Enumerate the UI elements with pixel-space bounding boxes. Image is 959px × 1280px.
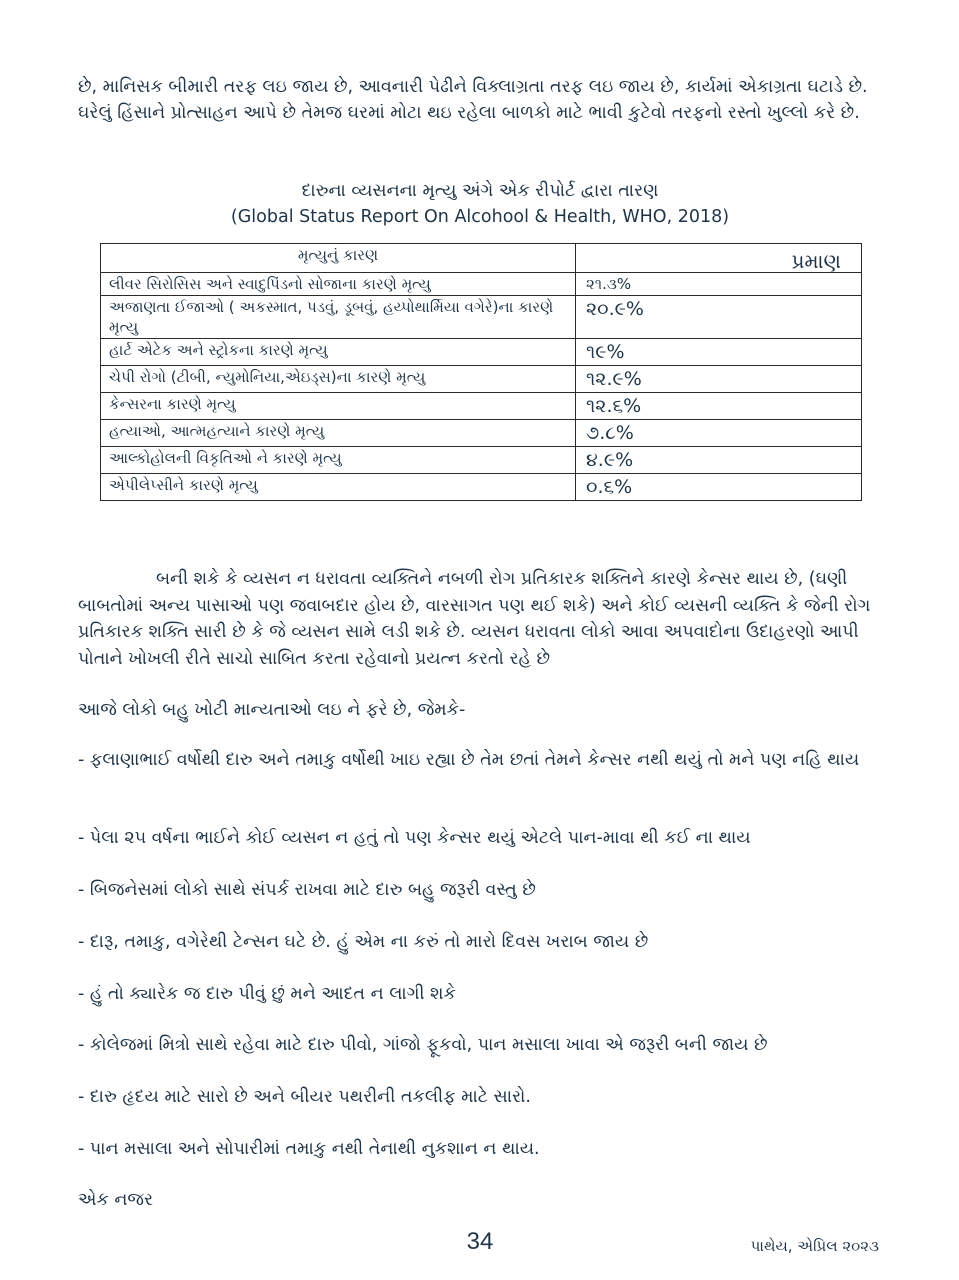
cause-cell: લીવર સિરોસિસ અને સ્વાદુપિંડનો સોજાના કારણે મૃત્યુ [101, 273, 576, 296]
section-heading: એક નજર [78, 1190, 154, 1210]
share-cell: ૧૨.૯% [576, 366, 862, 393]
page-number: 34 [466, 1228, 494, 1255]
share-cell: ૧૯% [576, 339, 862, 366]
share-cell: ૨૦.૯% [576, 296, 862, 339]
table-caption-english: (Global Status Report On Alcohool & Health, WHO, 2018) [230, 207, 730, 227]
myth-item: - હું તો ક્યારેક જ દારુ પીવું છું મને આદત ન લાગી શકે [78, 984, 456, 1004]
myth-item: - ફલાણાભાઈ વર્ષોથી દારુ અને તમાકુ વર્ષોથી ખાઇ રહ્યા છે તેમ છતાં તેમને કેન્સર નથી થયું તો મને પણ નહિ થાય [78, 750, 860, 770]
table-header-row [101, 244, 862, 273]
cause-cell: હત્યાઓ, આત્મહત્યાને કારણે મૃત્યુ [101, 420, 576, 447]
share-cell: ૧૨.૬% [576, 393, 862, 420]
share-cell: ૦.૬% [576, 474, 862, 501]
myth-item: - દારૂ, તમાકુ, વગેરેથી ટેન્સન ઘટે છે. હું એમ ના કરું તો મારો દિવસ ખરાબ જાય છે [78, 932, 649, 952]
intro-paragraph: છે, માનિસક બીમારી તરફ લઇ જાય છે, આવનારી પેઢીને વિક્લાગ્રતા તરફ લઇ જાય છે, કાર્યમાં એકાગ્રતા ઘટાડે છે. ઘરેલું હિંસાને પ્રોત્સાહન આપે છે તેમજ ઘરમાં મોટા થઇ રહેલા બાળકો માટે ભાવી કુટેવો તરફનો રસ્તો ખુલ્લો કરે છે. [78, 77, 868, 123]
share-cell: ૭.૮% [576, 420, 862, 447]
table-row [101, 366, 862, 393]
cause-cell: હાર્ટ એટેક અને સ્ટ્રોકના કારણે મૃત્યુ [101, 339, 576, 366]
header-cause: મૃત્યુનું કારણ [101, 244, 576, 273]
table-row [101, 474, 862, 501]
myth-item: - બિજનેસમાં લોકો સાથે સંપર્ક રાખવા માટે દારુ બહુ જરૂરી વસ્તુ છે [78, 880, 536, 900]
issue-label: પાથેય, એપ્રિલ ૨૦૨૩ [750, 1237, 879, 1255]
table-row [101, 273, 862, 296]
header-share: પ્રમાણ [576, 244, 862, 273]
myths-intro: આજે લોકો બહુ ખોટી માન્યતાઓ લઇ ને ફરે છે, જેમકે- [78, 700, 466, 720]
table-caption-gujarati: દારુના વ્યસનના મૃત્યુ અંગે એક રીપોર્ટ દ્વારા તારણ [301, 181, 659, 201]
table-row [101, 393, 862, 420]
table-row [101, 420, 862, 447]
cause-cell: ચેપી રોગો (ટીબી, ન્યુમોનિયા,એઇડ્સ)ના કારણે મૃત્યુ [101, 366, 576, 393]
share-cell: ૪.૯% [576, 447, 862, 474]
cause-cell: અજાણતા ઈજાઓ ( અકસ્માત, પડવું, ડૂબવું, હય્પોથાર્મિયા વગેરે)ના કારણે મૃત્યુ [101, 296, 576, 339]
cause-cell: એપીલેપ્સીને કારણે મૃત્યુ [101, 474, 576, 501]
share-cell: ૨૧.૩% [576, 273, 862, 296]
death-causes-table [100, 243, 862, 501]
cause-cell: કેન્સરના કારણે મૃત્યુ [101, 393, 576, 420]
myth-item: - દારુ હૃદય માટે સારો છે અને બીયર પથરીની તકલીફ માટે સારો. [78, 1087, 531, 1107]
table-row [101, 296, 862, 339]
cause-cell: આલ્કોહોલની વિકૃતિઓ ને કારણે મૃત્યુ [101, 447, 576, 474]
myth-item: - પાન મસાલા અને સોપારીમાં તમાકુ નથી તેનાથી નુકશાન ન થાય. [78, 1139, 540, 1159]
body-paragraph: બની શકે કે વ્યસન ન ધરાવતા વ્યક્તિને નબળી રોગ પ્રતિકારક શક્તિને કારણે કેન્સર થાય છે, (ઘણી બાબતોમાં અન્ય પાસાઓ પણ જવાબદાર હોય છે, વારસાગત પણ થઈ શકે) અને કોઈ વ્યસની વ્યક્તિ કે જેની રોગ પ્રતિકારક શક્તિ સારી છે કે જે વ્યસન સામે લડી શકે છે. વ્યસન ધરાવતા લોકો આવા અપવાદોના ઉદાહરણો આપી પોતાને ખોખલી રીતે સાચો સાબિત કરતા રહેવાનો પ્રયત્ન કરતો રહે છે [78, 569, 871, 669]
table-row [101, 447, 862, 474]
myth-item: - પેલા ૨૫ વર્ષના ભાઈને કોઈ વ્યસન ન હતું તો પણ કેન્સર થયું એટલે પાન-માવા થી કઈ ના થાય [78, 828, 751, 848]
table-row [101, 339, 862, 366]
myth-item: - કોલેજમાં મિત્રો સાથે રહેવા માટે દારુ પીવો, ગાંજો ફૂકવો, પાન મસાલા ખાવા એ જરૂરી બની જાય છે [78, 1035, 768, 1055]
